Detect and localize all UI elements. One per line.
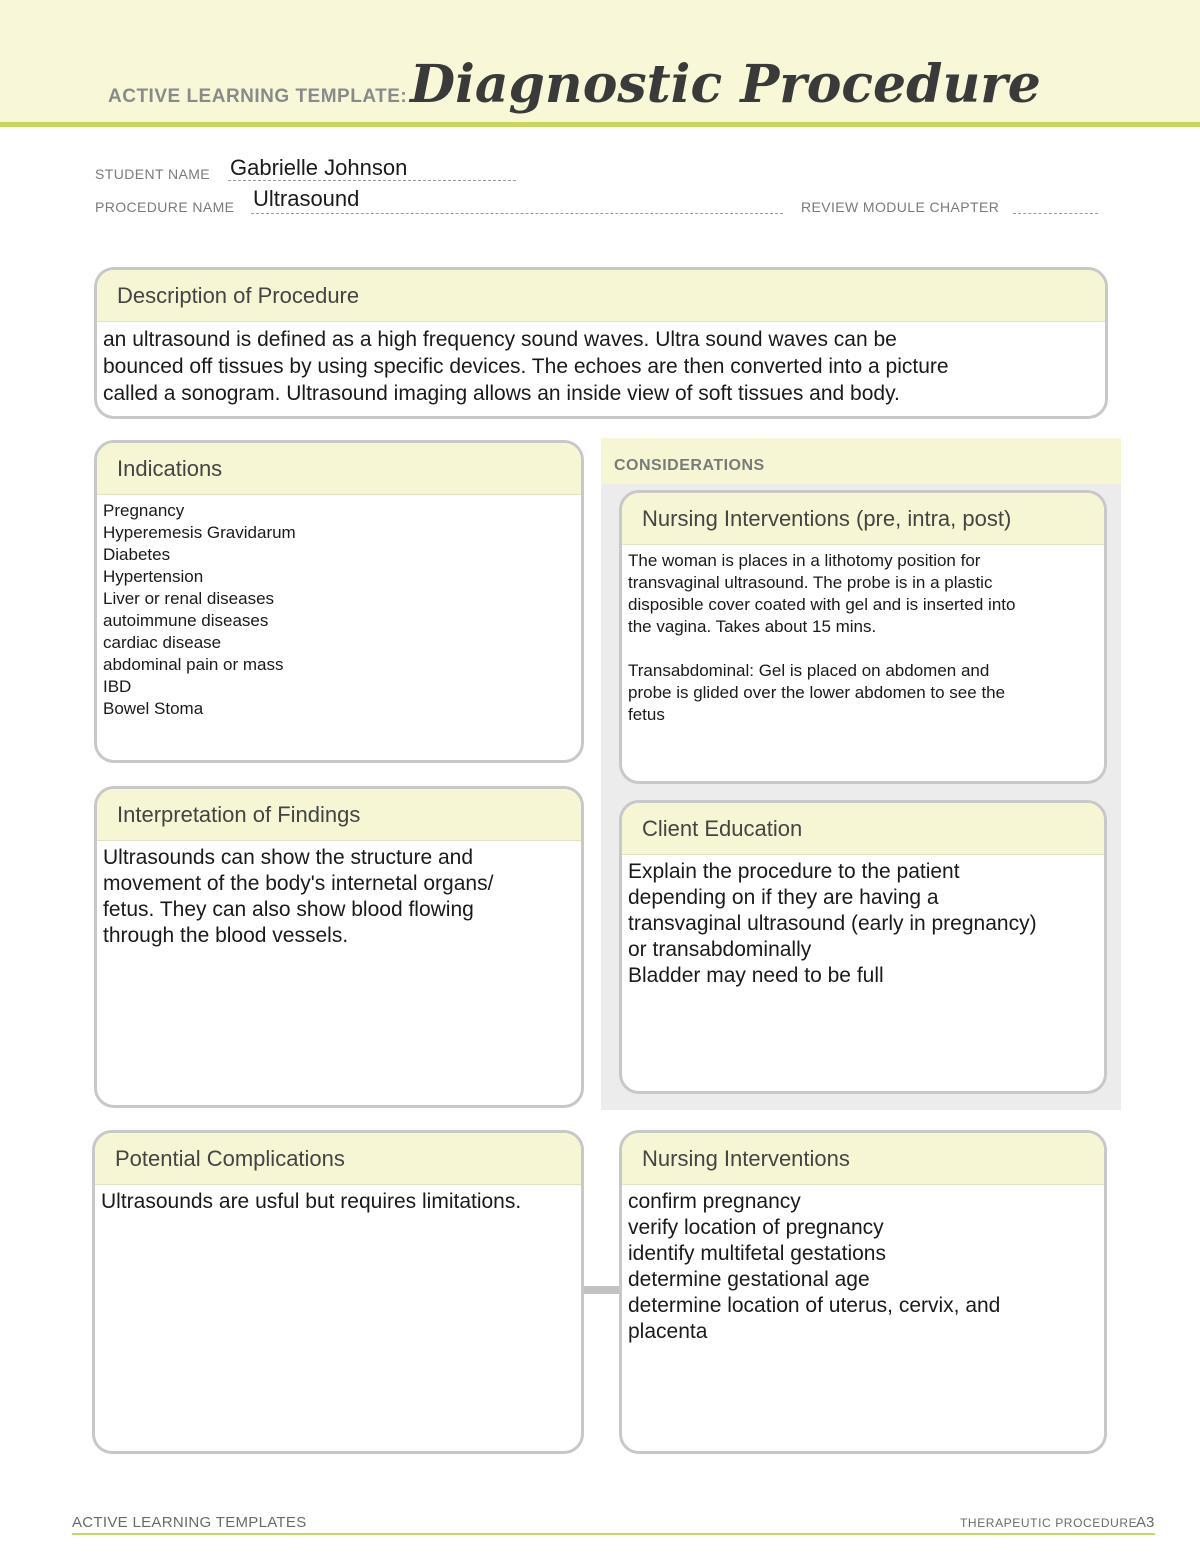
list-item: autoimmune diseases: [103, 611, 269, 630]
complications-heading: Potential Complications: [95, 1133, 581, 1185]
complications-panel: [92, 1130, 584, 1454]
list-item: Diabetes: [103, 545, 171, 564]
description-panel: [94, 267, 1108, 419]
list-item: Hypertension: [103, 567, 204, 586]
description-text[interactable]: an ultrasound is defined as a high frequency sound waves. Ultra sound waves can be bounced off tissues by using specific devices. The echoes are then converted into a picture called a sonogram. Ultrasound imaging allows an inside view of soft tissues and body.: [103, 328, 949, 405]
template-label: ACTIVE LEARNING TEMPLATE:: [108, 86, 408, 107]
review-module-label: REVIEW MODULE CHAPTER: [801, 199, 1000, 215]
review-module-line: [1013, 213, 1098, 214]
nursing-pre-intra-post-panel: [619, 490, 1107, 784]
footer-right-label: THERAPEUTIC PROCEDURE: [960, 1516, 1138, 1530]
student-name-label: STUDENT NAME: [95, 166, 210, 182]
nursing-interventions-heading: Nursing Interventions: [622, 1133, 1104, 1185]
interpretation-panel: [94, 786, 584, 1108]
indications-list[interactable]: [97, 495, 581, 720]
list-item: cardiac disease: [103, 633, 222, 652]
indications-heading: Indications: [97, 443, 581, 495]
nursing-pre-intra-post-heading: Nursing Interventions (pre, intra, post): [622, 493, 1104, 545]
nursing-pre-intra-post-text[interactable]: The woman is places in a lithotomy position for transvaginal ultrasound. The probe is in a plastic disposible cover coated with gel and is inserted into the vagina. Takes about 15 mins. Transabdominal: Gel is placed on abdomen and probe is glided over the lower abdomen to see the fetus: [628, 551, 1016, 724]
nursing-interventions-text[interactable]: confirm pregnancy verify location of pregnancy identify multifetal gestations determine gestational age determine location of uterus, cervix, and placenta: [628, 1190, 1001, 1343]
student-name-field[interactable]: Gabrielle Johnson: [230, 155, 408, 180]
list-item: Pregnancy: [103, 501, 185, 520]
footer-rule: [72, 1533, 1155, 1535]
list-item: IBD: [103, 677, 132, 696]
indications-panel: [94, 440, 584, 763]
procedure-name-label: PROCEDURE NAME: [95, 199, 235, 215]
procedure-name-line: [251, 213, 783, 214]
interpretation-text[interactable]: Ultrasounds can show the structure and movement of the body's internetal organs/ fetus. They can also show blood flowing through the blood vessels.: [103, 846, 494, 947]
description-heading: Description of Procedure: [97, 270, 1105, 322]
client-education-panel: [619, 800, 1107, 1094]
page-number: A3: [1136, 1514, 1155, 1531]
nursing-interventions-panel: [619, 1130, 1107, 1454]
considerations-label: CONSIDERATIONS: [614, 457, 765, 474]
footer-left-label: ACTIVE LEARNING TEMPLATES: [72, 1514, 307, 1531]
procedure-name-field[interactable]: Ultrasound: [253, 186, 360, 211]
interpretation-heading: Interpretation of Findings: [97, 789, 581, 841]
client-education-heading: Client Education: [622, 803, 1104, 855]
page-title: Diagnostic Procedure: [410, 54, 1041, 115]
connector-bar: [582, 1286, 622, 1294]
complications-text[interactable]: Ultrasounds are usful but requires limitations.: [101, 1190, 522, 1213]
header-rule: [0, 122, 1200, 127]
client-education-text[interactable]: Explain the procedure to the patient depending on if they are having a transvaginal ultrasound (early in pregnancy) or transabdominally Bladder may need to be full: [628, 860, 1037, 987]
list-item: Hyperemesis Gravidarum: [103, 523, 296, 542]
list-item: abdominal pain or mass: [103, 655, 284, 674]
list-item: Bowel Stoma: [103, 699, 204, 718]
list-item: Liver or renal diseases: [103, 589, 275, 608]
